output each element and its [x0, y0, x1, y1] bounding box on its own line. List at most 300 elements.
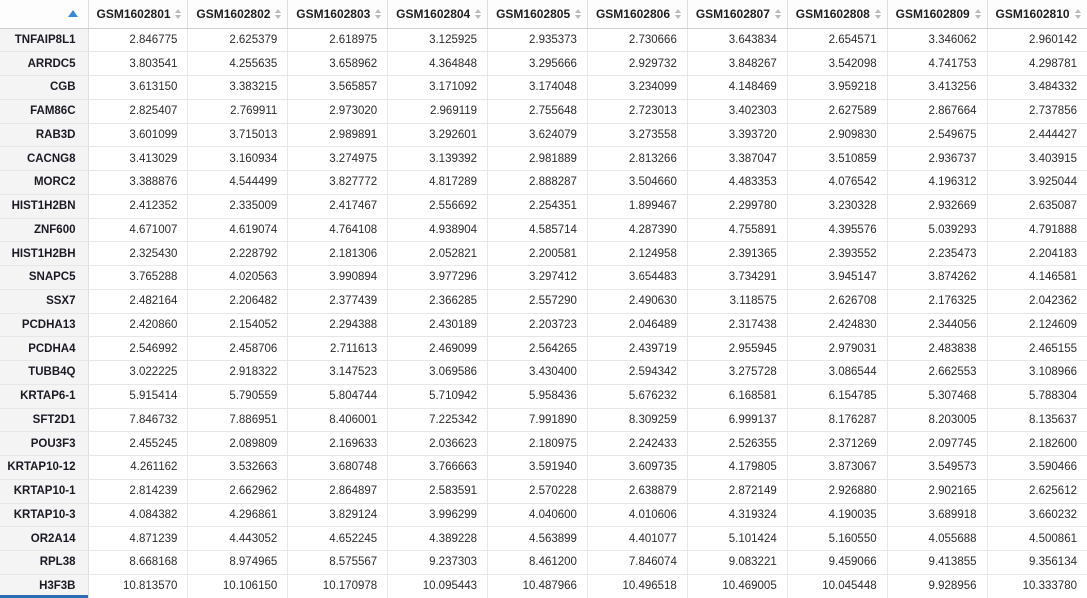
value-cell: 10.813570: [88, 574, 188, 598]
value-cell: 10.095443: [388, 574, 488, 598]
value-cell: 4.296861: [188, 503, 288, 527]
sort-up-down-icon: [175, 9, 181, 19]
value-cell: 2.228792: [188, 242, 288, 266]
value-cell: 8.668168: [88, 551, 188, 575]
sort-up-down-icon: [575, 9, 581, 19]
value-cell: 2.570228: [488, 479, 588, 503]
value-cell: 10.469005: [687, 574, 787, 598]
table-row: [0, 289, 1087, 313]
value-cell: 8.974965: [188, 551, 288, 575]
value-cell: 4.076542: [787, 171, 887, 195]
value-cell: 2.180975: [488, 432, 588, 456]
value-cell: 2.926880: [787, 479, 887, 503]
column-header[interactable]: [787, 0, 887, 28]
value-cell: 3.139392: [388, 147, 488, 171]
value-cell: 2.242433: [587, 432, 687, 456]
column-header[interactable]: [288, 0, 388, 28]
gene-name-cell: KRTAP10-1: [0, 479, 88, 503]
gene-name-cell: ARRDC5: [0, 52, 88, 76]
column-header[interactable]: [887, 0, 987, 28]
value-cell: 2.627589: [787, 99, 887, 123]
value-cell: 2.549675: [887, 123, 987, 147]
value-cell: 3.874262: [887, 266, 987, 290]
table-row: [0, 123, 1087, 147]
value-cell: 3.766663: [388, 456, 488, 480]
value-cell: 3.654483: [587, 266, 687, 290]
value-cell: 10.333780: [987, 574, 1087, 598]
value-cell: 4.938904: [388, 218, 488, 242]
table-row: [0, 432, 1087, 456]
value-cell: 2.235473: [887, 242, 987, 266]
value-cell: 3.689918: [887, 503, 987, 527]
value-cell: 4.196312: [887, 171, 987, 195]
value-cell: 7.991890: [488, 408, 588, 432]
value-cell: 4.619074: [188, 218, 288, 242]
value-cell: 5.676232: [587, 384, 687, 408]
gene-name-cell: TUBB4Q: [0, 361, 88, 385]
value-cell: 2.206482: [188, 289, 288, 313]
value-cell: 2.932669: [887, 194, 987, 218]
value-cell: 3.292601: [388, 123, 488, 147]
value-cell: 3.413256: [887, 76, 987, 100]
value-cell: 4.483353: [687, 171, 787, 195]
gene-name-cell: PCDHA4: [0, 337, 88, 361]
value-cell: 3.977296: [388, 266, 488, 290]
value-cell: 4.671007: [88, 218, 188, 242]
value-cell: 8.309259: [587, 408, 687, 432]
value-cell: 4.652245: [288, 527, 388, 551]
column-header[interactable]: [488, 0, 588, 28]
gene-name-cell: RAB3D: [0, 123, 88, 147]
value-cell: 10.170978: [288, 574, 388, 598]
value-cell: 2.989891: [288, 123, 388, 147]
gene-column-header[interactable]: [0, 0, 88, 28]
value-cell: 10.045448: [787, 574, 887, 598]
value-cell: 2.711613: [288, 337, 388, 361]
value-cell: 4.364848: [388, 52, 488, 76]
table-row: [0, 503, 1087, 527]
gene-name-cell: HIST1H2BH: [0, 242, 88, 266]
value-cell: 4.585714: [488, 218, 588, 242]
table-row: [0, 456, 1087, 480]
value-cell: 3.925044: [987, 171, 1087, 195]
value-cell: 3.274975: [288, 147, 388, 171]
value-cell: 3.413029: [88, 147, 188, 171]
value-cell: 5.039293: [887, 218, 987, 242]
value-cell: 4.020563: [188, 266, 288, 290]
value-cell: 2.662553: [887, 361, 987, 385]
table-row: [0, 337, 1087, 361]
value-cell: 4.871239: [88, 527, 188, 551]
value-cell: 3.643834: [687, 28, 787, 52]
column-header-label: GSM1602808: [795, 6, 870, 21]
value-cell: 4.287390: [587, 218, 687, 242]
value-cell: 2.483838: [887, 337, 987, 361]
value-cell: 8.406001: [288, 408, 388, 432]
value-cell: 9.459066: [787, 551, 887, 575]
sort-up-down-icon: [375, 9, 381, 19]
value-cell: 2.755648: [488, 99, 588, 123]
table-row: [0, 52, 1087, 76]
value-cell: 2.960142: [987, 28, 1087, 52]
value-cell: 2.564265: [488, 337, 588, 361]
value-cell: 8.176287: [787, 408, 887, 432]
gene-name-cell: MORC2: [0, 171, 88, 195]
gene-name-cell: H3F3B: [0, 574, 88, 598]
value-cell: 5.915414: [88, 384, 188, 408]
value-cell: 6.154785: [787, 384, 887, 408]
value-cell: 7.846074: [587, 551, 687, 575]
table-row: [0, 194, 1087, 218]
column-header[interactable]: [388, 0, 488, 28]
value-cell: 3.275728: [687, 361, 787, 385]
value-cell: 3.297412: [488, 266, 588, 290]
value-cell: 2.469099: [388, 337, 488, 361]
value-cell: 3.387047: [687, 147, 787, 171]
value-cell: 2.935373: [488, 28, 588, 52]
value-cell: 4.040600: [488, 503, 588, 527]
value-cell: 2.981889: [488, 147, 588, 171]
value-cell: 2.377439: [288, 289, 388, 313]
value-cell: 3.609735: [587, 456, 687, 480]
gene-name-cell: CACNG8: [0, 147, 88, 171]
value-cell: 10.496518: [587, 574, 687, 598]
gene-name-cell: FAM86C: [0, 99, 88, 123]
value-cell: 2.594342: [587, 361, 687, 385]
column-header[interactable]: [987, 0, 1087, 28]
value-cell: 3.430400: [488, 361, 588, 385]
value-cell: 3.346062: [887, 28, 987, 52]
value-cell: 3.403915: [987, 147, 1087, 171]
gene-name-cell: HIST1H2BN: [0, 194, 88, 218]
value-cell: 4.261162: [88, 456, 188, 480]
value-cell: 4.755891: [687, 218, 787, 242]
value-cell: 7.846732: [88, 408, 188, 432]
value-cell: 3.393720: [687, 123, 787, 147]
value-cell: 2.424830: [787, 313, 887, 337]
table-row: [0, 384, 1087, 408]
value-cell: 2.557290: [488, 289, 588, 313]
value-cell: 2.872149: [687, 479, 787, 503]
gene-name-cell: KRTAP6-1: [0, 384, 88, 408]
value-cell: 3.174048: [488, 76, 588, 100]
column-header-label: GSM1602801: [96, 6, 171, 21]
value-cell: 5.160550: [787, 527, 887, 551]
value-cell: 2.455245: [88, 432, 188, 456]
value-cell: 2.490630: [587, 289, 687, 313]
gene-name-cell: ZNF600: [0, 218, 88, 242]
value-cell: 2.909830: [787, 123, 887, 147]
column-header-label: GSM1602803: [296, 6, 371, 21]
value-cell: 2.371269: [787, 432, 887, 456]
table-row: [0, 99, 1087, 123]
value-cell: 2.036623: [388, 432, 488, 456]
value-cell: 10.487966: [488, 574, 588, 598]
gene-name-cell: RPL38: [0, 551, 88, 575]
table-row: [0, 527, 1087, 551]
value-cell: 2.730666: [587, 28, 687, 52]
value-cell: 5.958436: [488, 384, 588, 408]
value-cell: 4.084382: [88, 503, 188, 527]
sort-up-down-icon: [975, 9, 981, 19]
table-row: [0, 266, 1087, 290]
column-header[interactable]: [188, 0, 288, 28]
value-cell: 3.945147: [787, 266, 887, 290]
value-cell: 3.022225: [88, 361, 188, 385]
table-row: [0, 479, 1087, 503]
value-cell: 3.125925: [388, 28, 488, 52]
value-cell: 2.042362: [987, 289, 1087, 313]
column-header-label: GSM1602805: [496, 6, 571, 21]
value-cell: 2.654571: [787, 28, 887, 52]
value-cell: 2.825407: [88, 99, 188, 123]
value-cell: 6.999137: [687, 408, 787, 432]
gene-name-cell: TNFAIP8L1: [0, 28, 88, 52]
value-cell: 2.626708: [787, 289, 887, 313]
value-cell: 3.873067: [787, 456, 887, 480]
value-cell: 3.660232: [987, 503, 1087, 527]
value-cell: 4.010606: [587, 503, 687, 527]
value-cell: 9.356134: [987, 551, 1087, 575]
value-cell: 2.888287: [488, 171, 588, 195]
sort-up-down-icon: [275, 9, 281, 19]
value-cell: 4.741753: [887, 52, 987, 76]
value-cell: 3.601099: [88, 123, 188, 147]
sort-up-down-icon: [675, 9, 681, 19]
value-cell: 4.563899: [488, 527, 588, 551]
column-header-label: GSM1602804: [396, 6, 471, 21]
value-cell: 2.366285: [388, 289, 488, 313]
value-cell: 2.936737: [887, 147, 987, 171]
value-cell: 3.160934: [188, 147, 288, 171]
value-cell: 2.769911: [188, 99, 288, 123]
value-cell: 4.389228: [388, 527, 488, 551]
value-cell: 2.902165: [887, 479, 987, 503]
value-cell: 3.734291: [687, 266, 787, 290]
value-cell: 2.969119: [388, 99, 488, 123]
value-cell: 3.715013: [188, 123, 288, 147]
value-cell: 8.203005: [887, 408, 987, 432]
value-cell: 4.544499: [188, 171, 288, 195]
value-cell: 2.918322: [188, 361, 288, 385]
gene-name-cell: KRTAP10-12: [0, 456, 88, 480]
value-cell: 2.929732: [587, 52, 687, 76]
value-cell: 2.458706: [188, 337, 288, 361]
value-cell: 2.979031: [787, 337, 887, 361]
value-cell: 3.388876: [88, 171, 188, 195]
value-cell: 2.583591: [388, 479, 488, 503]
value-cell: 3.108966: [987, 361, 1087, 385]
header-row: [0, 0, 1087, 28]
sort-up-down-icon: [775, 9, 781, 19]
value-cell: 3.484332: [987, 76, 1087, 100]
value-cell: 3.990894: [288, 266, 388, 290]
value-cell: 2.097745: [887, 432, 987, 456]
sort-up-down-icon: [875, 9, 881, 19]
value-cell: 2.526355: [687, 432, 787, 456]
value-cell: 4.148469: [687, 76, 787, 100]
value-cell: 2.465155: [987, 337, 1087, 361]
value-cell: 2.625379: [188, 28, 288, 52]
value-cell: 4.443052: [188, 527, 288, 551]
value-cell: 3.230328: [787, 194, 887, 218]
value-cell: 9.413855: [887, 551, 987, 575]
sort-up-down-icon: [1075, 9, 1081, 19]
value-cell: 5.101424: [687, 527, 787, 551]
column-header[interactable]: [88, 0, 188, 28]
value-cell: 7.886951: [188, 408, 288, 432]
value-cell: 7.225342: [388, 408, 488, 432]
value-cell: 2.124609: [987, 313, 1087, 337]
value-cell: 2.200581: [488, 242, 588, 266]
value-cell: 3.658962: [288, 52, 388, 76]
table-row: [0, 408, 1087, 432]
value-cell: 4.817289: [388, 171, 488, 195]
value-cell: 3.624079: [488, 123, 588, 147]
value-cell: 2.335009: [188, 194, 288, 218]
value-cell: 4.055688: [887, 527, 987, 551]
column-header[interactable]: [687, 0, 787, 28]
value-cell: 2.814239: [88, 479, 188, 503]
gene-name-cell: CGB: [0, 76, 88, 100]
gene-name-cell: SSX7: [0, 289, 88, 313]
value-cell: 2.737856: [987, 99, 1087, 123]
value-cell: 3.234099: [587, 76, 687, 100]
value-cell: 3.613150: [88, 76, 188, 100]
value-cell: 4.298781: [987, 52, 1087, 76]
value-cell: 3.590466: [987, 456, 1087, 480]
value-cell: 4.179805: [687, 456, 787, 480]
value-cell: 2.325430: [88, 242, 188, 266]
value-cell: 2.864897: [288, 479, 388, 503]
value-cell: 3.765288: [88, 266, 188, 290]
table-row: [0, 147, 1087, 171]
value-cell: 3.996299: [388, 503, 488, 527]
value-cell: 2.089809: [188, 432, 288, 456]
value-cell: 3.803541: [88, 52, 188, 76]
sort-ascending-icon: [68, 10, 78, 17]
gene-name-cell: OR2A14: [0, 527, 88, 551]
value-cell: 2.955945: [687, 337, 787, 361]
value-cell: 2.439719: [587, 337, 687, 361]
value-cell: 2.556692: [388, 194, 488, 218]
value-cell: 3.680748: [288, 456, 388, 480]
value-cell: 2.203723: [488, 313, 588, 337]
value-cell: 3.147523: [288, 361, 388, 385]
value-cell: 3.402303: [687, 99, 787, 123]
value-cell: 3.829124: [288, 503, 388, 527]
gene-name-cell: KRTAP10-3: [0, 503, 88, 527]
table-row: [0, 551, 1087, 575]
value-cell: 5.710942: [388, 384, 488, 408]
value-cell: 10.106150: [188, 574, 288, 598]
value-cell: 2.344056: [887, 313, 987, 337]
value-cell: 3.827772: [288, 171, 388, 195]
value-cell: 2.973020: [288, 99, 388, 123]
column-header-label: GSM1602809: [895, 6, 970, 21]
value-cell: 2.294388: [288, 313, 388, 337]
value-cell: 2.662962: [188, 479, 288, 503]
table-row: [0, 361, 1087, 385]
value-cell: 2.417467: [288, 194, 388, 218]
value-cell: 3.086544: [787, 361, 887, 385]
value-cell: 2.391365: [687, 242, 787, 266]
value-cell: 1.899467: [587, 194, 687, 218]
value-cell: 9.083221: [687, 551, 787, 575]
value-cell: 4.764108: [288, 218, 388, 242]
sort-up-down-icon: [475, 9, 481, 19]
column-header-label: GSM1602810: [995, 6, 1070, 21]
table-row: [0, 242, 1087, 266]
value-cell: 3.549573: [887, 456, 987, 480]
value-cell: 3.959218: [787, 76, 887, 100]
value-cell: 5.788304: [987, 384, 1087, 408]
value-cell: 3.273558: [587, 123, 687, 147]
column-header-label: GSM1602806: [595, 6, 671, 21]
value-cell: 2.430189: [388, 313, 488, 337]
value-cell: 8.135637: [987, 408, 1087, 432]
value-cell: 2.046489: [587, 313, 687, 337]
table-row: [0, 218, 1087, 242]
value-cell: 4.255635: [188, 52, 288, 76]
gene-name-cell: POU3F3: [0, 432, 88, 456]
value-cell: 3.118575: [687, 289, 787, 313]
table-row: [0, 313, 1087, 337]
value-cell: 2.176325: [887, 289, 987, 313]
value-cell: 8.461200: [488, 551, 588, 575]
value-cell: 3.504660: [587, 171, 687, 195]
value-cell: 8.575567: [288, 551, 388, 575]
value-cell: 4.791888: [987, 218, 1087, 242]
table-row: [0, 28, 1087, 52]
value-cell: 3.171092: [388, 76, 488, 100]
value-cell: 2.813266: [587, 147, 687, 171]
column-header[interactable]: [587, 0, 687, 28]
value-cell: 2.625612: [987, 479, 1087, 503]
value-cell: 3.069586: [388, 361, 488, 385]
value-cell: 4.319324: [687, 503, 787, 527]
gene-name-cell: SFT2D1: [0, 408, 88, 432]
value-cell: 2.124958: [587, 242, 687, 266]
value-cell: 2.635087: [987, 194, 1087, 218]
value-cell: 2.317438: [687, 313, 787, 337]
value-cell: 2.299780: [687, 194, 787, 218]
value-cell: 4.500861: [987, 527, 1087, 551]
value-cell: 3.848267: [687, 52, 787, 76]
value-cell: 5.790559: [188, 384, 288, 408]
value-cell: 2.393552: [787, 242, 887, 266]
value-cell: 2.546992: [88, 337, 188, 361]
value-cell: 4.190035: [787, 503, 887, 527]
value-cell: 3.510859: [787, 147, 887, 171]
value-cell: 6.168581: [687, 384, 787, 408]
value-cell: 4.395576: [787, 218, 887, 242]
value-cell: 2.204183: [987, 242, 1087, 266]
value-cell: 2.420860: [88, 313, 188, 337]
table-row: [0, 171, 1087, 195]
column-header-label: GSM1602802: [196, 6, 271, 21]
gene-name-cell: SNAPC5: [0, 266, 88, 290]
value-cell: 2.169633: [288, 432, 388, 456]
value-cell: 3.532663: [188, 456, 288, 480]
value-cell: 2.412352: [88, 194, 188, 218]
value-cell: 4.401077: [587, 527, 687, 551]
value-cell: 2.181306: [288, 242, 388, 266]
value-cell: 2.618975: [288, 28, 388, 52]
value-cell: 2.052821: [388, 242, 488, 266]
gene-name-cell: PCDHA13: [0, 313, 88, 337]
value-cell: 3.383215: [188, 76, 288, 100]
